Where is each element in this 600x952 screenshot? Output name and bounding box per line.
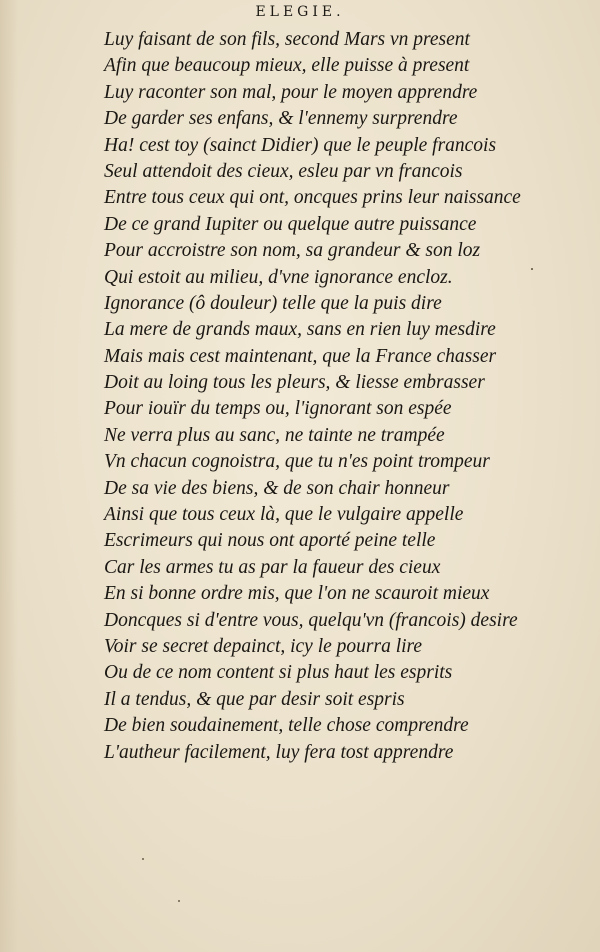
verse-line: Doit au loing tous les pleurs, & liesse embrasser <box>104 372 485 394</box>
verse-line: Luy raconter son mal, pour le moyen apprendre <box>104 81 478 103</box>
verse-line: Luy faisant de son fils, second Mars vn present <box>104 29 470 50</box>
verse-line: Doncques si d'entre vous, quelqu'vn (francois) desire <box>104 609 518 631</box>
verse-block <box>104 27 584 766</box>
verse-line: Seul attendoit des cieux, esleu par vn francois <box>104 160 463 182</box>
verse-line: Pour accroistre son nom, sa grandeur & son loz <box>104 240 481 262</box>
verse-line: Voir se secret depainct, icy le pourra lire <box>104 635 423 657</box>
verse-line: Escrimeurs qui nous ont aporté peine telle <box>104 530 436 552</box>
verse-line: Ha! cest toy (sainct Didier) que le peuple francois <box>104 134 497 156</box>
verse-line: Mais mais cest maintenant, que la France chasser <box>104 345 497 367</box>
verse-line: De ce grand Iupiter ou quelque autre puissance <box>104 213 477 235</box>
verse-line: Vn chacun cognoistra, que tu n'es point trompeur <box>104 451 490 473</box>
verse-line: Il a tendus, & que par desir soit espris <box>104 688 405 710</box>
verse-line: De sa vie des biens, & de son chair honneur <box>104 477 450 499</box>
verse-line: En si bonne ordre mis, que l'on ne scauroit mieux <box>104 583 490 605</box>
verse-line: De garder ses enfans, & l'ennemy surprendre <box>104 108 458 130</box>
verse-line: L'autheur facilement, luy fera tost apprendre <box>104 741 454 763</box>
verse-line: Qui estoit au milieu, d'vne ignorance encloz. <box>104 266 453 288</box>
running-head: ELEGIE. <box>255 4 345 20</box>
verse-line: Afin que beaucoup mieux, elle puisse à present <box>104 55 470 77</box>
verse-line: La mere de grands maux, sans en rien luy mesdire <box>104 319 496 341</box>
verse-line: Entre tous ceux qui ont, oncques prins leur naissance <box>104 187 521 209</box>
verse-line: Ainsi que tous ceux là, que le vulgaire appelle <box>104 504 464 526</box>
verse-line: De bien soudainement, telle chose comprendre <box>104 715 469 737</box>
verse-line: Pour iouïr du temps ou, l'ignorant son espée <box>104 398 452 420</box>
verse-line: Ou de ce nom content si plus haut les esprits <box>104 662 453 684</box>
verse-line: Ignorance (ô douleur) telle que la puis dire <box>104 292 442 314</box>
paper-speck <box>178 900 180 902</box>
paper-speck <box>531 268 533 270</box>
verse-line: Ne verra plus au sanc, ne tainte ne trampée <box>104 424 445 446</box>
paper-speck <box>142 858 144 860</box>
verse-line: Car les armes tu as par la faueur des cieux <box>104 556 441 578</box>
